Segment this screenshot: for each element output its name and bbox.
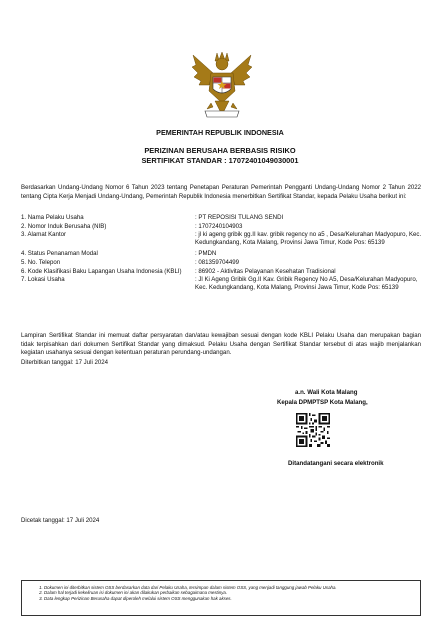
garuda-emblem-icon xyxy=(191,51,253,123)
detail-value: : Jl Ki Ageng Gribik Gg.II Kav. Gribik Regency No A5, Desa/Kelurahan Madyopuro, Kec. Kedungkandang, Kota Malang, Provinsi Jawa Timur, Kode Pos: 65139 xyxy=(195,276,418,291)
certificate-number: SERTIFIKAT STANDAR : 17072401049030001 xyxy=(141,156,299,165)
footnote-item: 1. Dokumen ini diterbitkan sistem OSS berdasarkan data dari Pelaku Usaha, tersimpan dalam sistem OSS, yang menjadi tanggung jawab Pelaku Usaha. xyxy=(44,585,410,590)
detail-label: 3. Alamat Kantor xyxy=(21,231,67,239)
printed-date: Dicetak tanggal: 17 Juli 2024 xyxy=(21,517,100,524)
detail-value: : 86902 - Aktivitas Pelayanan Kesehatan Tradisional xyxy=(195,267,336,275)
issued-date: Diterbitkan tanggal: 17 Juli 2024 xyxy=(21,359,109,366)
footnotes-box xyxy=(21,580,421,616)
detail-row-investment xyxy=(21,250,425,258)
qr-code-icon xyxy=(296,413,330,447)
certificate-page xyxy=(5,3,435,622)
detail-value: : 1707240104903 xyxy=(195,222,243,230)
detail-label: 4. Status Penanaman Modal xyxy=(21,250,98,258)
footnote-item: 2. Dalam hal terjadi kekeliruan isi dokumen ini akan dilakukan perbaikan sebagaimana mestinya. xyxy=(44,590,410,595)
government-heading: PEMERINTAH REPUBLIK INDONESIA xyxy=(156,128,284,137)
detail-value: : PT REPOSISI TULANG SENDI xyxy=(195,214,284,221)
attachment-paragraph: Lampiran Sertifikat Standar ini memuat daftar persyaratan dan/atau kewajiban sesuai dengan kode KBLI Pelaku Usaha dan merupakan bagian tidak terpisahkan dari dokumen Sertifikat Standar yang dimaksud. Pelaku Usaha dengan Sertifikat Standar tersebut di atas wajib menjalankan kegiatan usahanya sesuai dengan ketentuan peraturan perundang-undangan. xyxy=(21,332,421,356)
intro-paragraph: Berdasarkan Undang-Undang Nomor 6 Tahun 2023 tentang Penetapan Peraturan Pemerintah Pengganti Undang-Undang Nomor 2 Tahun 2022 tentang Cipta Kerja Menjadi Undang-Undang, Pemerintah Republik Indonesia menerbitkan Sertifikat Standar, kepada Pelaku Usaha berikut ini: xyxy=(21,184,421,200)
detail-label: 5. No. Telepon xyxy=(21,258,61,266)
detail-label: 7. Lokasi Usaha xyxy=(21,276,65,284)
signatory-title: Kepala DPMPTSP Kota Malang, xyxy=(277,399,368,406)
document-title: PERIZINAN BERUSAHA BERBASIS RISIKO xyxy=(144,146,296,155)
detail-row-address xyxy=(21,231,425,246)
detail-row-kbli xyxy=(21,268,425,276)
detail-row-phone xyxy=(21,259,425,267)
detail-label: 1. Nama Pelaku Usaha xyxy=(21,214,84,221)
business-details xyxy=(21,214,425,291)
detail-row-name xyxy=(21,214,425,222)
detail-row-nib xyxy=(21,223,425,231)
signatory-on-behalf: a.n. Wali Kota Malang xyxy=(295,389,358,396)
detail-label: 6. Kode Klasifikasi Baku Lapangan Usaha Indonesia (KBLI) xyxy=(21,267,182,275)
electronic-signature-note: Ditandatangani secara elektronik xyxy=(288,460,384,467)
footnote-item: 3. Data lengkap Perizinan Berusaha dapat diperoleh melalui sistem OSS menggunakan hak akses. xyxy=(44,596,410,601)
detail-label: 2. Nomor Induk Berusaha (NIB) xyxy=(21,222,107,230)
detail-value: : 081359704499 xyxy=(195,258,240,266)
detail-value: : PMDN xyxy=(195,250,217,258)
detail-value: : jl ki ageng gribik gg.II kav. gribik regency no a5 , Desa/Kelurahan Madyopuro, Kec. Kedungkandang, Kota Malang, Provinsi Jawa Timur, Kode Pos: 65139 xyxy=(195,231,422,246)
detail-row-location xyxy=(21,276,425,291)
